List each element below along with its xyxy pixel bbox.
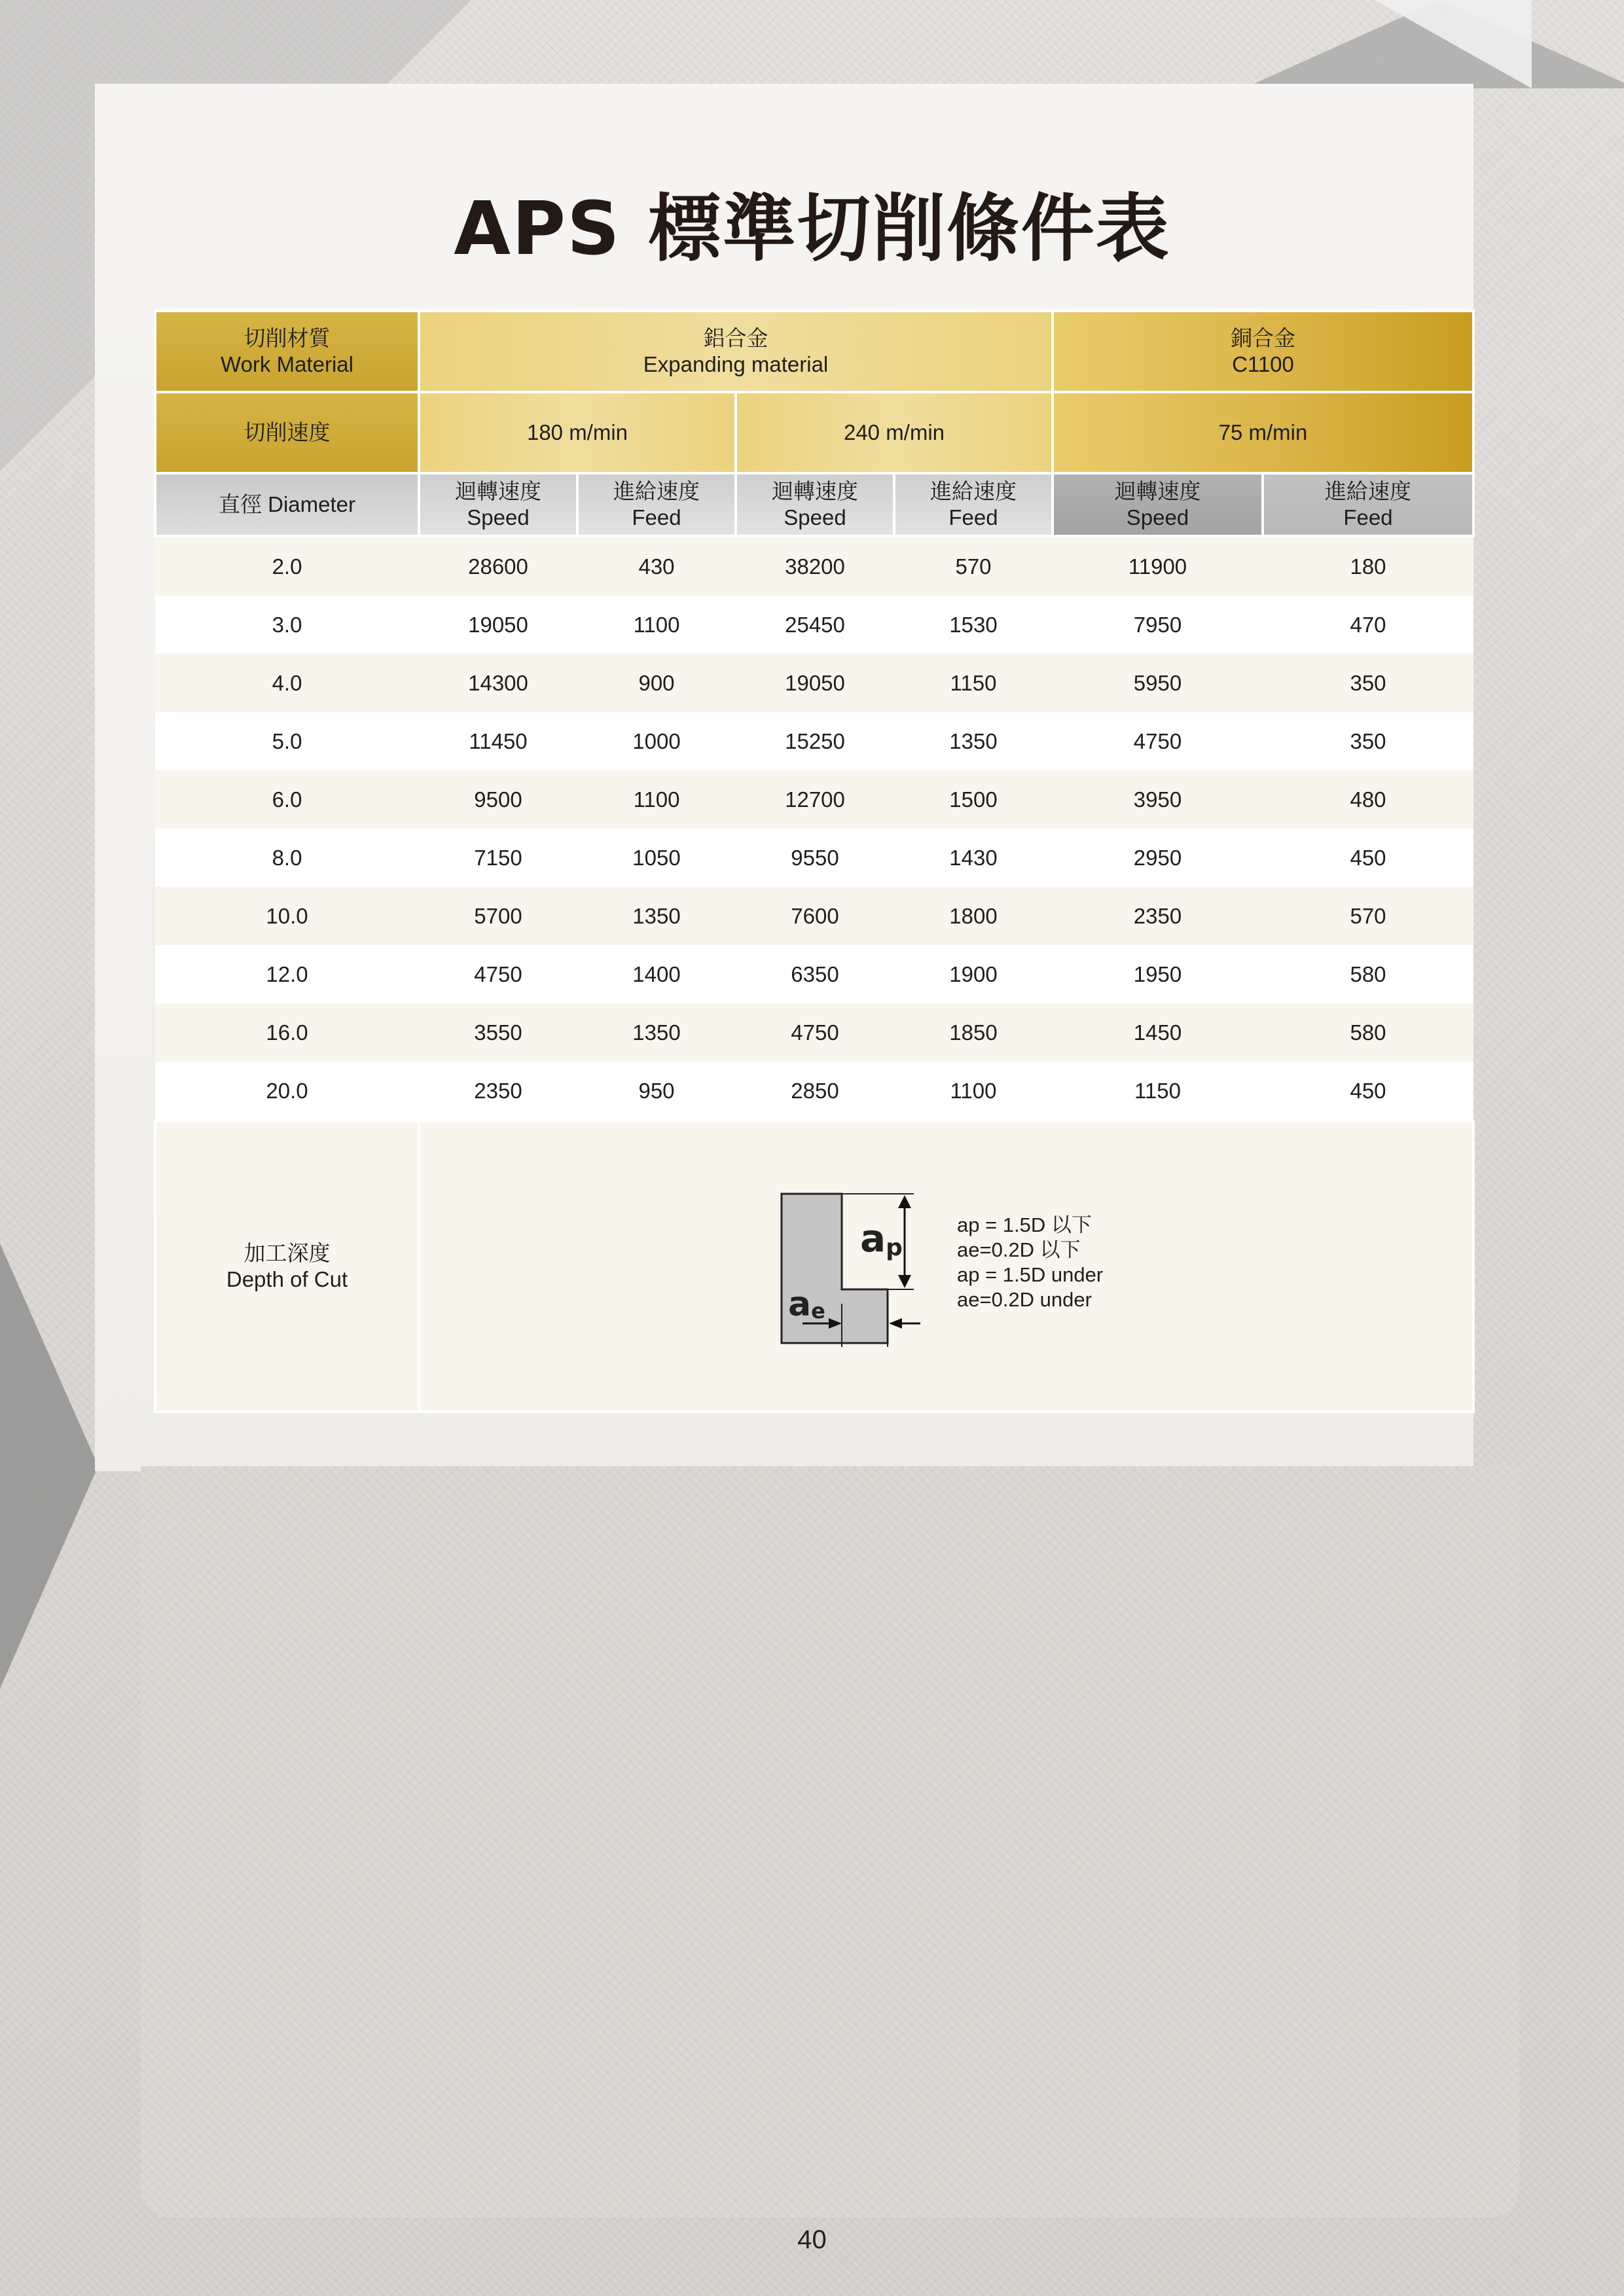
copper-en: C1100 bbox=[1232, 352, 1294, 376]
table-row bbox=[155, 536, 1473, 596]
feed-en: Feed bbox=[948, 505, 998, 529]
cutting-speed-row bbox=[155, 392, 1473, 473]
feed-cell-180: 430 bbox=[577, 536, 736, 596]
copper-header bbox=[1053, 311, 1473, 392]
diameter-cell: 10.0 bbox=[155, 887, 419, 945]
rpm-cell-240: 38200 bbox=[736, 536, 894, 596]
rpm-zh: 迴轉速度 bbox=[455, 479, 541, 503]
aluminum-header bbox=[419, 311, 1053, 392]
depth-label-en: Depth of Cut bbox=[226, 1267, 348, 1291]
rpm-cell-240: 12700 bbox=[736, 770, 894, 829]
feed-cell-75: 580 bbox=[1263, 945, 1473, 1003]
feed-cell-240: 1500 bbox=[894, 770, 1053, 829]
copper-zh: 銅合金 bbox=[1231, 326, 1295, 350]
feed-cell-180: 1050 bbox=[577, 829, 736, 887]
depth-of-cut-cell bbox=[419, 1121, 1473, 1412]
rpm-cell-180: 28600 bbox=[419, 536, 577, 596]
table-row bbox=[155, 945, 1473, 1003]
rpm-header-1 bbox=[419, 473, 577, 536]
feed-zh: 進給速度 bbox=[613, 479, 700, 503]
feed-zh: 進給速度 bbox=[930, 479, 1017, 503]
feed-cell-75: 470 bbox=[1263, 596, 1473, 654]
feed-header-3 bbox=[1263, 473, 1473, 536]
rpm-cell-180: 2350 bbox=[419, 1062, 577, 1121]
work-material-en: Work Material bbox=[221, 352, 353, 376]
feed-cell-75: 480 bbox=[1263, 770, 1473, 829]
page-title: APS 標準切削條件表 bbox=[454, 187, 1170, 272]
feed-cell-180: 1100 bbox=[577, 770, 736, 829]
depth-of-cut-label bbox=[155, 1121, 419, 1412]
depth-note: ap = 1.5D 以下 bbox=[957, 1213, 1092, 1236]
speed-180: 180 m/min bbox=[419, 392, 736, 473]
depth-of-cut-row bbox=[155, 1121, 1473, 1412]
column-header-row bbox=[155, 473, 1473, 536]
rpm-cell-75: 5950 bbox=[1053, 654, 1263, 712]
background-triangle-topright bbox=[1375, 0, 1532, 88]
rpm-header-2 bbox=[736, 473, 894, 536]
feed-cell-180: 950 bbox=[577, 1062, 736, 1121]
ap-arrow-up bbox=[898, 1195, 911, 1208]
work-material-header bbox=[155, 311, 419, 392]
rpm-cell-75: 1950 bbox=[1053, 945, 1263, 1003]
rpm-cell-75: 2950 bbox=[1053, 829, 1263, 887]
rpm-cell-180: 7150 bbox=[419, 829, 577, 887]
table-row bbox=[155, 712, 1473, 770]
diameter-cell: 20.0 bbox=[155, 1062, 419, 1121]
diameter-cell: 8.0 bbox=[155, 829, 419, 887]
feed-cell-180: 900 bbox=[577, 654, 736, 712]
feed-cell-75: 580 bbox=[1263, 1003, 1473, 1062]
rpm-cell-240: 15250 bbox=[736, 712, 894, 770]
depth-note: ae=0.2D 以下 bbox=[957, 1238, 1081, 1261]
background-triangle-left bbox=[0, 1244, 98, 1689]
cutting-conditions-table bbox=[154, 310, 1475, 1413]
feed-cell-240: 1530 bbox=[894, 596, 1053, 654]
table-row bbox=[155, 770, 1473, 829]
diameter-header: 直徑 Diameter bbox=[155, 473, 419, 536]
rpm-cell-75: 1150 bbox=[1053, 1062, 1263, 1121]
rpm-cell-75: 1450 bbox=[1053, 1003, 1263, 1062]
ae-letter: a bbox=[788, 1285, 812, 1324]
diameter-cell: 4.0 bbox=[155, 654, 419, 712]
feed-cell-240: 1150 bbox=[894, 654, 1053, 712]
feed-cell-240: 1800 bbox=[894, 887, 1053, 945]
feed-cell-240: 1100 bbox=[894, 1062, 1053, 1121]
ap-subscript: p bbox=[886, 1234, 903, 1261]
aluminum-zh: 鋁合金 bbox=[703, 326, 768, 350]
rpm-cell-180: 9500 bbox=[419, 770, 577, 829]
rpm-header-3 bbox=[1053, 473, 1263, 536]
depth-label-zh: 加工深度 bbox=[244, 1241, 331, 1265]
feed-header-1 bbox=[577, 473, 736, 536]
rpm-cell-180: 4750 bbox=[419, 945, 577, 1003]
table-row bbox=[155, 596, 1473, 654]
feed-header-2 bbox=[894, 473, 1053, 536]
cutting-speed-header: 切削速度 bbox=[155, 392, 419, 473]
ap-arrow-down bbox=[898, 1275, 911, 1288]
diameter-cell: 2.0 bbox=[155, 536, 419, 596]
feed-cell-75: 180 bbox=[1263, 536, 1473, 596]
diameter-cell: 16.0 bbox=[155, 1003, 419, 1062]
feed-cell-240: 1850 bbox=[894, 1003, 1053, 1062]
rpm-cell-240: 19050 bbox=[736, 654, 894, 712]
rpm-cell-240: 4750 bbox=[736, 1003, 894, 1062]
data-rows bbox=[155, 536, 1473, 1121]
diameter-cell: 6.0 bbox=[155, 770, 419, 829]
feed-cell-180: 1350 bbox=[577, 887, 736, 945]
feed-cell-75: 350 bbox=[1263, 654, 1473, 712]
feed-cell-240: 570 bbox=[894, 536, 1053, 596]
ap-label bbox=[860, 1216, 903, 1261]
feed-cell-240: 1900 bbox=[894, 945, 1053, 1003]
diameter-cell: 12.0 bbox=[155, 945, 419, 1003]
aluminum-en: Expanding material bbox=[643, 352, 829, 376]
feed-cell-75: 450 bbox=[1263, 829, 1473, 887]
depth-notes bbox=[957, 1213, 1103, 1312]
ap-letter: a bbox=[860, 1216, 886, 1261]
feed-zh: 進給速度 bbox=[1325, 479, 1411, 503]
feed-cell-180: 1000 bbox=[577, 712, 736, 770]
rpm-cell-75: 4750 bbox=[1053, 712, 1263, 770]
rpm-cell-240: 9550 bbox=[736, 829, 894, 887]
feed-cell-180: 1350 bbox=[577, 1003, 736, 1062]
ae-subscript: e bbox=[811, 1299, 825, 1323]
rpm-cell-75: 11900 bbox=[1053, 536, 1263, 596]
rpm-cell-75: 7950 bbox=[1053, 596, 1263, 654]
diameter-cell: 3.0 bbox=[155, 596, 419, 654]
rpm-en: Speed bbox=[784, 505, 846, 529]
feed-cell-180: 1400 bbox=[577, 945, 736, 1003]
feed-cell-75: 350 bbox=[1263, 712, 1473, 770]
content-panel-lower bbox=[141, 1466, 1519, 2217]
feed-cell-240: 1350 bbox=[894, 712, 1053, 770]
rpm-cell-180: 14300 bbox=[419, 654, 577, 712]
page-number: 40 bbox=[797, 2225, 827, 2254]
depth-note: ap = 1.5D under bbox=[957, 1263, 1104, 1286]
rpm-en: Speed bbox=[467, 505, 530, 529]
feed-cell-240: 1430 bbox=[894, 829, 1053, 887]
feed-en: Feed bbox=[1343, 505, 1393, 529]
depth-note: ae=0.2D under bbox=[957, 1288, 1092, 1311]
table-row bbox=[155, 829, 1473, 887]
feed-en: Feed bbox=[632, 505, 681, 529]
rpm-cell-180: 11450 bbox=[419, 712, 577, 770]
rpm-zh: 迴轉速度 bbox=[1114, 479, 1201, 503]
rpm-cell-240: 6350 bbox=[736, 945, 894, 1003]
speed-75: 75 m/min bbox=[1053, 392, 1473, 473]
rpm-cell-240: 7600 bbox=[736, 887, 894, 945]
speed-240: 240 m/min bbox=[736, 392, 1053, 473]
table-row bbox=[155, 1003, 1473, 1062]
ae-arrow-left bbox=[889, 1318, 902, 1329]
rpm-cell-180: 3550 bbox=[419, 1003, 577, 1062]
rpm-cell-75: 2350 bbox=[1053, 887, 1263, 945]
table-row bbox=[155, 887, 1473, 945]
diameter-cell: 5.0 bbox=[155, 712, 419, 770]
rpm-zh: 迴轉速度 bbox=[772, 479, 858, 503]
rpm-cell-240: 2850 bbox=[736, 1062, 894, 1121]
rpm-cell-75: 3950 bbox=[1053, 770, 1263, 829]
feed-cell-180: 1100 bbox=[577, 596, 736, 654]
work-material-zh: 切削材質 bbox=[244, 326, 331, 350]
rpm-cell-180: 5700 bbox=[419, 887, 577, 945]
table-row bbox=[155, 654, 1473, 712]
rpm-cell-180: 19050 bbox=[419, 596, 577, 654]
table-row bbox=[155, 1062, 1473, 1121]
rpm-en: Speed bbox=[1126, 505, 1189, 529]
material-header-row bbox=[155, 311, 1473, 392]
rpm-cell-240: 25450 bbox=[736, 596, 894, 654]
feed-cell-75: 450 bbox=[1263, 1062, 1473, 1121]
feed-cell-75: 570 bbox=[1263, 887, 1473, 945]
depth-of-cut-diagram bbox=[776, 1191, 933, 1348]
